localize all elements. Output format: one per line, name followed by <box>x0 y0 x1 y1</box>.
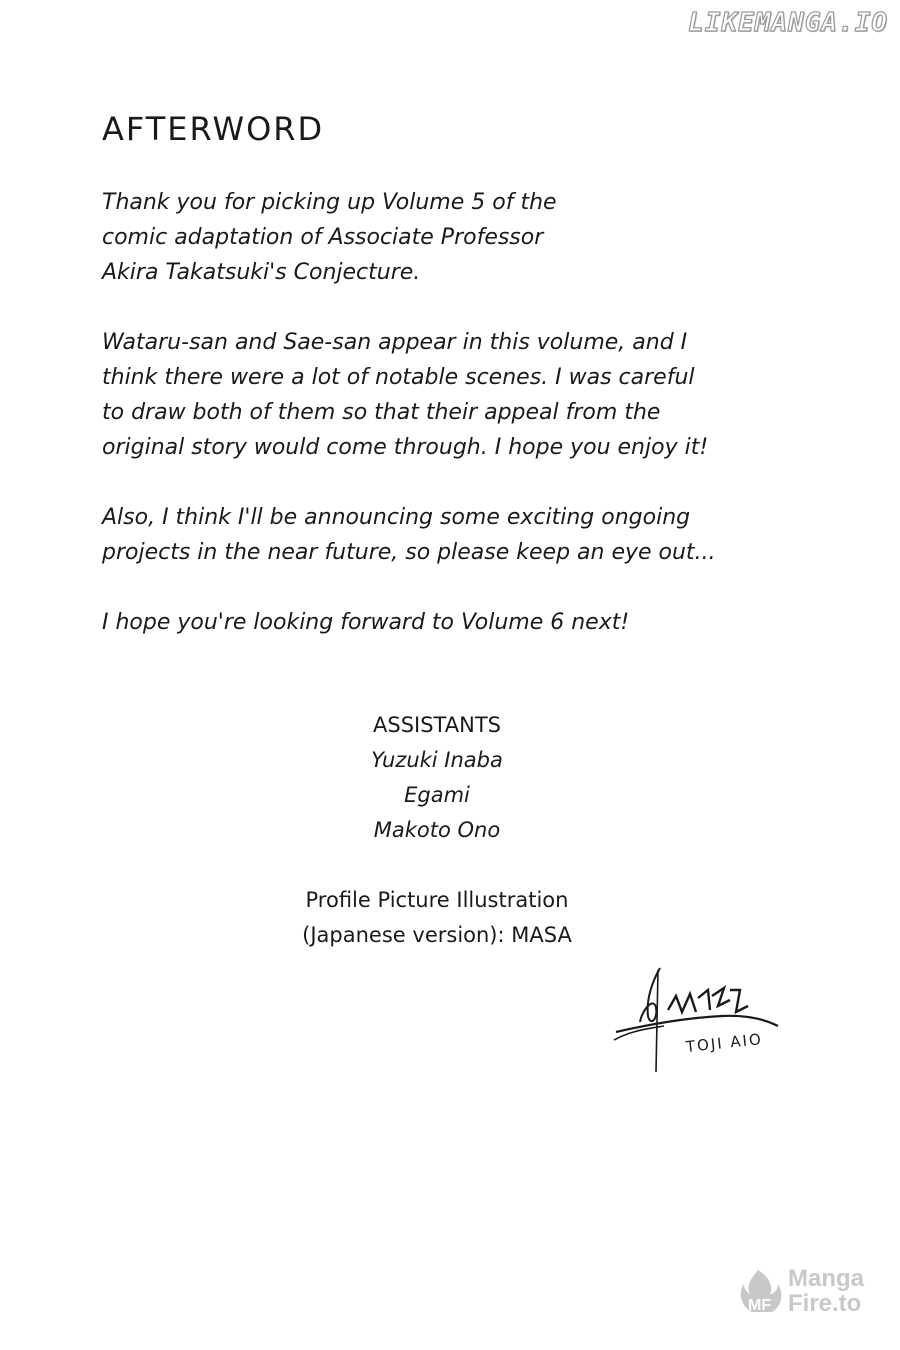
site-watermark: LIKEMANGA.IO <box>688 8 888 38</box>
credits-spacer <box>237 848 637 883</box>
paragraph-2: Wataru-san and Sae-san appear in this volume, and I think there were a lot of notable scenes. I was careful to draw both of them so that their appeal from the original story would come through. I hope you enjoy it! <box>102 330 709 460</box>
profile-credit-line-2: (Japanese version): MASA <box>302 923 572 947</box>
author-signature <box>612 960 792 1080</box>
logo-line-2: Fire.to <box>788 1290 862 1317</box>
assistants-heading: ASSISTANTS <box>373 713 501 737</box>
page-title: AFTERWORD <box>102 110 325 148</box>
paragraph-4: I hope you're looking forward to Volume 6 next! <box>102 610 630 635</box>
assistant-name: Makoto Ono <box>373 818 501 842</box>
signature-name: TOJI AIO <box>685 1029 764 1056</box>
assistant-name: Egami <box>404 783 470 807</box>
paragraph-1: Thank you for picking up Volume 5 of the comic adaptation of Associate Professor Akira Takatsuki's Conjecture. <box>102 190 557 285</box>
assistant-name: Yuzuki Inaba <box>371 748 503 772</box>
paragraph-3: Also, I think I'll be announcing some exciting ongoing projects in the near future, so please keep an eye out... <box>102 505 716 565</box>
afterword-body <box>102 185 802 675</box>
mangafire-logo <box>788 1266 864 1316</box>
svg-text:MF: MF <box>748 1297 772 1314</box>
logo-line-1: Manga <box>788 1265 865 1292</box>
credits-block <box>237 708 637 953</box>
profile-credit-line-1: Profile Picture Illustration <box>305 888 569 912</box>
